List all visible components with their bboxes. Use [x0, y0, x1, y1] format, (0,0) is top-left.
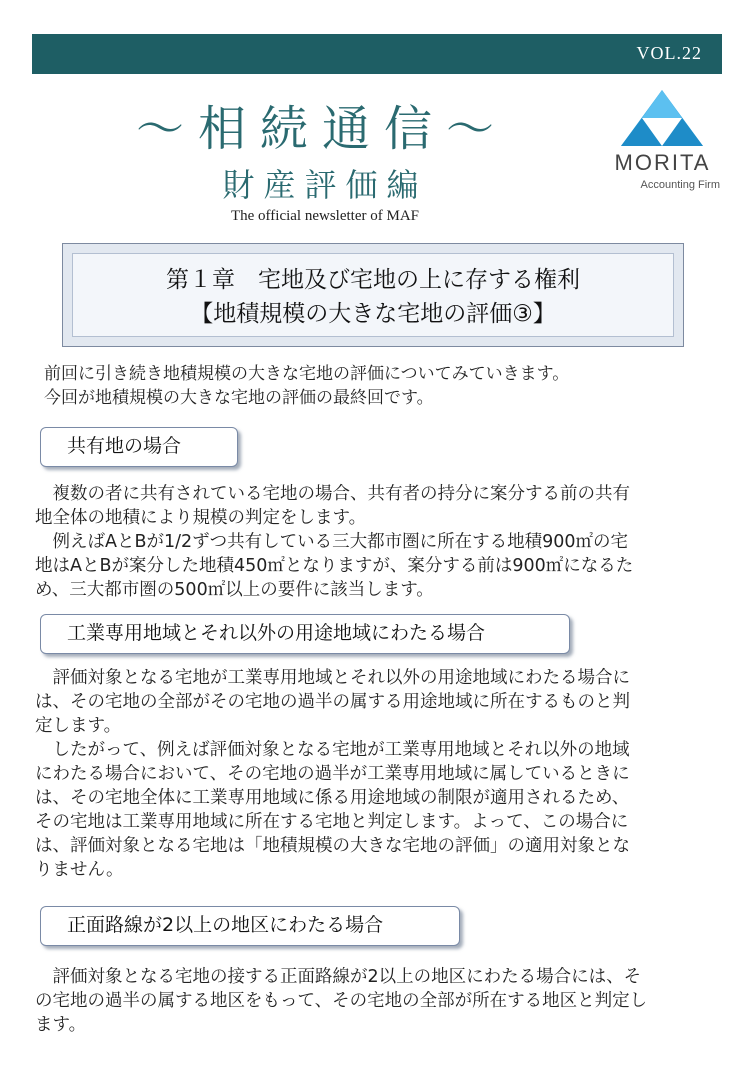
body-line: め、三大都市圏の500㎡以上の要件に該当します。	[35, 580, 434, 600]
body-line: ます。	[35, 1015, 87, 1035]
body-line: 地全体の地積により規模の判定をします。	[35, 508, 367, 528]
intro-line: 前回に引き続き地積規模の大きな宅地の評価についてみていきます。	[44, 364, 570, 384]
body-line: は、評価対象となる宅地は「地積規模の大きな宅地の評価」の適用対象とな	[35, 836, 630, 856]
body-line: りません。	[35, 860, 124, 880]
logo-name: MORITA	[614, 150, 711, 175]
body-line: は、その宅地全体に工業専用地域に係る用途地域の制限が適用されるため、	[35, 788, 630, 808]
chapter-title: 第１章 宅地及び宅地の上に存する権利	[166, 267, 580, 293]
chapter-subtitle: 【地積規模の大きな宅地の評価③】	[190, 301, 556, 327]
body-line: は、その宅地の全部がその宅地の過半の属する用途地域に所在するものと判	[35, 692, 630, 712]
body-line: 評価対象となる宅地が工業専用地域とそれ以外の用途地域にわたる場合に	[35, 668, 630, 688]
triangle-mark-icon	[619, 88, 705, 148]
firm-logo	[605, 88, 720, 198]
newsletter-subtitle: 財産評価編	[222, 166, 428, 204]
section-body-industrial-zone	[35, 666, 725, 882]
body-line: の宅地の過半の属する地区をもって、その宅地の全部が所在する地区と判定し	[35, 991, 648, 1011]
chapter-title-box	[62, 243, 684, 347]
body-line: したがって、例えば評価対象となる宅地が工業専用地域とそれ以外の地域	[35, 740, 630, 760]
section-heading-industrial-zone: 工業専用地域とそれ以外の用途地域にわたる場合	[40, 614, 570, 654]
newsletter-title: ～相続通信～	[135, 101, 508, 157]
body-line: 複数の者に共有されている宅地の場合、共有者の持分に案分する前の共有	[35, 484, 630, 504]
logo-subtitle: Accounting Firm	[640, 179, 720, 191]
body-line: 地はAとBが案分した地積450㎡となりますが、案分する前は900㎡になるた	[35, 556, 634, 576]
section-body-frontage-road	[35, 965, 725, 1037]
body-line: その宅地は工業専用地域に所在する宅地と判定します。よって、この場合に	[35, 812, 629, 832]
section-heading-shared-land: 共有地の場合	[40, 427, 238, 467]
body-line: 定します。	[35, 716, 122, 736]
body-line: 例えばAとBが1/2ずつ共有している三大都市圏に所在する地積900㎡の宅	[35, 532, 629, 552]
intro-line: 今回が地積規模の大きな宅地の評価の最終回です。	[44, 388, 434, 408]
body-line: にわたる場合において、その宅地の過半が工業専用地域に属しているときに	[35, 764, 630, 784]
newsletter-tagline: The official newsletter of MAF	[230, 208, 419, 224]
section-heading-frontage-road: 正面路線が2以上の地区にわたる場合	[40, 906, 460, 946]
section-body-shared-land	[35, 482, 725, 602]
body-line: 評価対象となる宅地の接する正面路線が2以上の地区にわたる場合には、そ	[35, 967, 642, 987]
volume-number: VOL.22	[636, 43, 702, 63]
intro-text	[44, 362, 714, 410]
header-bar	[32, 34, 722, 74]
